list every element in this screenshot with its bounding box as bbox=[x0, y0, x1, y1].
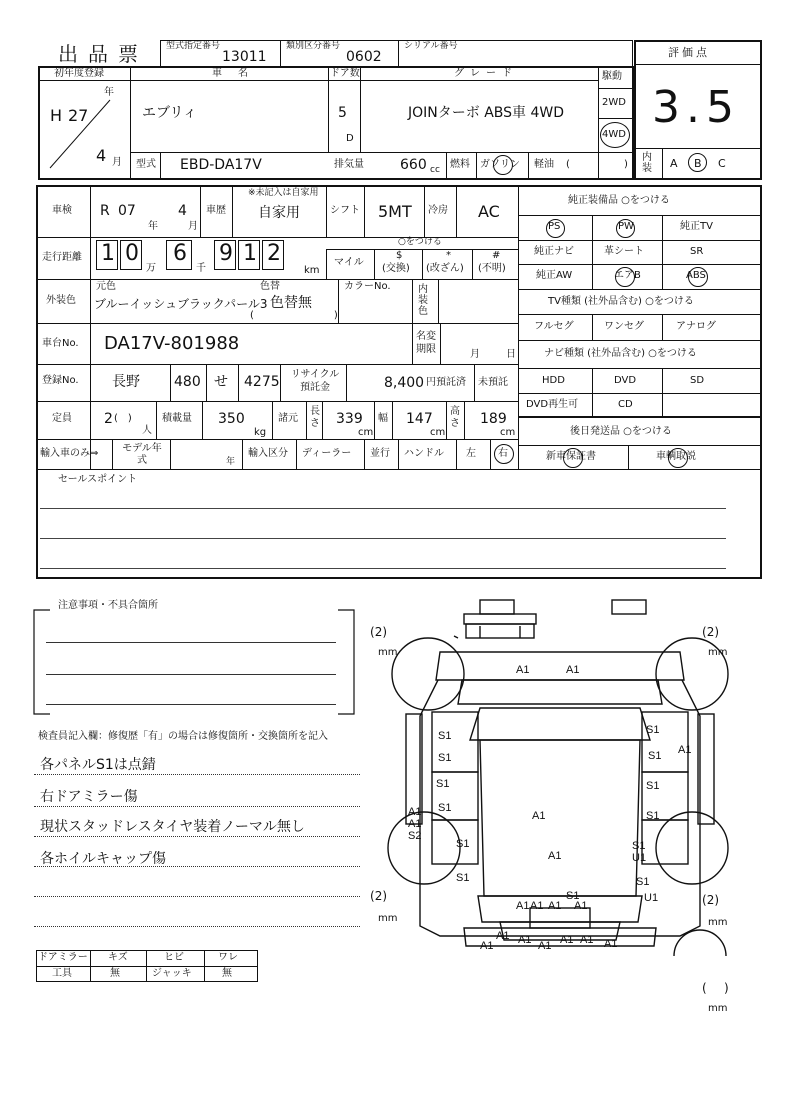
height-unit: cm bbox=[500, 427, 516, 438]
damage-mark: A1 bbox=[408, 806, 422, 818]
import-class-label: 輸入区分 bbox=[248, 448, 288, 459]
registration-area: 長野 bbox=[112, 374, 140, 390]
tread-rl-unit: mm bbox=[378, 913, 398, 924]
fuel-other-close: ) bbox=[624, 159, 628, 170]
chassis-number: DA17V-801988 bbox=[104, 333, 240, 354]
first-reg-year: 27 bbox=[68, 106, 89, 125]
capacity-paren: ( ) bbox=[114, 413, 132, 424]
equip-aw[interactable]: 純正AW bbox=[536, 270, 573, 281]
mini-jack-value: 無 bbox=[222, 968, 232, 979]
damage-mark: A1 bbox=[566, 664, 580, 676]
damage-mark: A1 bbox=[560, 934, 574, 946]
displacement-label: 排気量 bbox=[334, 159, 364, 170]
parallel-option[interactable]: 並行 bbox=[370, 448, 390, 459]
mini-tools-value: 無 bbox=[110, 968, 120, 979]
history-label: 車歴 bbox=[206, 205, 226, 216]
repaint-value: 色替無 bbox=[270, 295, 312, 311]
type-number: 13011 bbox=[222, 49, 267, 65]
tread-fr-unit: mm bbox=[708, 647, 728, 658]
damage-mark: S1 bbox=[636, 876, 650, 888]
mini-tools-label: 工具 bbox=[52, 968, 72, 979]
tv-analog[interactable]: アナログ bbox=[676, 321, 716, 332]
repaint-paren: ( ) bbox=[250, 310, 338, 321]
navi-dvd-playback[interactable]: DVD再生可 bbox=[526, 399, 579, 410]
equip-ps[interactable]: PS bbox=[548, 221, 561, 232]
name-change-day: 日 bbox=[506, 349, 516, 360]
damage-mark: A1 bbox=[480, 940, 494, 952]
navi-cd[interactable]: CD bbox=[618, 399, 633, 410]
mileage-digit-6: 2 bbox=[267, 241, 281, 266]
tread-rr-unit: mm bbox=[708, 917, 728, 928]
equip-abs[interactable]: ABS bbox=[686, 270, 706, 281]
damage-mark: A1 bbox=[548, 900, 562, 912]
capacity-unit: 人 bbox=[142, 425, 152, 436]
handle-right[interactable]: 右 bbox=[498, 448, 508, 459]
displacement-value: 660 bbox=[400, 157, 427, 173]
mileage-label: 走行距離 bbox=[42, 252, 82, 263]
interior-a: A bbox=[670, 157, 678, 170]
tread-spare: ( bbox=[702, 981, 707, 995]
exterior-label: 外装色 bbox=[46, 295, 76, 306]
mileage-digit-3: 6 bbox=[173, 241, 187, 266]
mileage-km-unit: km bbox=[304, 265, 320, 276]
width-label: 幅 bbox=[378, 413, 388, 424]
name-change-month: 月 bbox=[470, 349, 480, 360]
tread-rl: (2) bbox=[370, 889, 388, 903]
tamper-symbol: * bbox=[446, 250, 451, 261]
damage-mark: A1 bbox=[604, 938, 618, 950]
length-value: 339 bbox=[336, 411, 363, 427]
damage-mark: U1 bbox=[644, 892, 659, 904]
original-color: ブルーイッシュブラックパール3 bbox=[94, 297, 268, 311]
inspection-year: 07 bbox=[118, 203, 136, 219]
damage-mark: U1 bbox=[632, 852, 647, 864]
doors-suffix: D bbox=[346, 133, 354, 144]
registration-label: 登録No. bbox=[42, 375, 79, 386]
equip-pw-circle bbox=[616, 219, 635, 238]
specs-label: 諸元 bbox=[278, 413, 298, 424]
model-year-label: モデル年式 bbox=[122, 443, 162, 466]
recycle-label: リサイクル預託金 bbox=[290, 369, 340, 393]
note-line-1: 各パネルS1は点錆 bbox=[40, 757, 156, 773]
score-label: 評価点 bbox=[668, 46, 710, 59]
interior-b: B bbox=[694, 157, 702, 170]
fuel-other-open: ( bbox=[566, 159, 570, 170]
car-name-label: 車名 bbox=[212, 68, 264, 79]
handle-left[interactable]: 左 bbox=[466, 448, 476, 459]
sales-point-label: セールスポイント bbox=[58, 474, 138, 485]
navi-sd[interactable]: SD bbox=[690, 375, 705, 386]
length-unit: cm bbox=[358, 427, 374, 438]
damage-mark: S1 bbox=[646, 810, 660, 822]
ac-label: 冷房 bbox=[428, 205, 448, 216]
mini-header-scratch: キズ bbox=[108, 952, 128, 963]
score-value: 3.5 bbox=[652, 82, 740, 133]
height-value: 189 bbox=[480, 411, 507, 427]
tv-oneseg[interactable]: ワンセグ bbox=[604, 321, 644, 332]
original-color-label: 元色 bbox=[96, 281, 116, 292]
recycle-status: 円預託済 bbox=[426, 377, 466, 388]
damage-mark: A1 bbox=[548, 850, 562, 862]
tread-rr: (2) bbox=[702, 893, 720, 907]
inspection-month-unit: 月 bbox=[188, 221, 198, 232]
navi-dvd[interactable]: DVD bbox=[614, 375, 637, 386]
interior-b-circle bbox=[688, 153, 707, 172]
history-note: ※未記入は自家用 bbox=[248, 188, 319, 198]
equipment-title: 純正装備品 ○をつける bbox=[568, 195, 670, 206]
note-line-4: 各ホイルキャップ傷 bbox=[40, 851, 166, 867]
note-line-2: 右ドアミラー傷 bbox=[40, 789, 138, 805]
damage-mark: A1 bbox=[516, 900, 530, 912]
handle-label: ハンドル bbox=[404, 448, 444, 459]
damage-mark: A1 bbox=[518, 934, 532, 946]
tread-fr-value: 2 bbox=[706, 625, 715, 639]
registration-class: 480 bbox=[174, 374, 201, 390]
handle-right-circle bbox=[494, 444, 514, 464]
interior-label: 内装 bbox=[642, 152, 652, 174]
equip-sr[interactable]: SR bbox=[690, 246, 704, 257]
damage-mark: S1 bbox=[646, 780, 660, 792]
tread-fl: (2) bbox=[370, 625, 388, 639]
exchange-symbol: $ bbox=[396, 250, 403, 261]
fuel-light-oil: 軽油 bbox=[534, 159, 554, 170]
model-value: EBD-DA17V bbox=[180, 157, 262, 173]
later-warranty[interactable]: 新車保証書 bbox=[546, 451, 596, 462]
damage-mark: A1 bbox=[678, 744, 692, 756]
damage-mark: A1 bbox=[538, 940, 552, 952]
mile-option[interactable]: マイル bbox=[334, 257, 364, 268]
drive-4wd-circle bbox=[600, 122, 630, 148]
serial-label: シリアル番号 bbox=[404, 41, 458, 51]
drive-label: 駆動 bbox=[602, 71, 622, 82]
model-label: 型式 bbox=[136, 159, 156, 170]
damage-mark: A1 bbox=[408, 818, 422, 830]
first-reg-month: 4 bbox=[96, 146, 107, 165]
history-value: 自家用 bbox=[258, 205, 300, 221]
page-title: 出品票 bbox=[58, 42, 148, 66]
tv-title: TV種類 (社外品含む) ○をつける bbox=[548, 296, 694, 307]
shift-value: 5MT bbox=[378, 202, 412, 221]
category-number: 0602 bbox=[346, 49, 382, 65]
mileage-sen-unit: 千 bbox=[196, 263, 206, 274]
type-number-label: 型式指定番号 bbox=[166, 41, 221, 51]
fuel-label: 燃料 bbox=[450, 159, 470, 170]
doors-label: ドア数 bbox=[330, 68, 360, 79]
equip-tv[interactable]: 純正TV bbox=[680, 221, 713, 232]
equip-navi[interactable]: 純正ナビ bbox=[534, 246, 574, 257]
capacity-value: 2 bbox=[104, 411, 113, 427]
first-reg-label: 初年度登録 bbox=[54, 68, 104, 79]
exchange-option[interactable]: (交換) bbox=[382, 263, 410, 274]
mileage-digit-1: 1 bbox=[101, 241, 115, 266]
unknown-option[interactable]: (不明) bbox=[478, 263, 506, 274]
equip-abs-circle bbox=[688, 267, 708, 287]
damage-mark: A1 bbox=[532, 810, 546, 822]
tread-fr: (2) bbox=[702, 625, 720, 639]
equip-airbag-circle bbox=[615, 267, 635, 287]
damage-mark: S1 bbox=[456, 872, 470, 884]
equip-airbag[interactable]: エアB bbox=[614, 270, 641, 281]
inspection-month: 4 bbox=[178, 203, 187, 219]
interior-c: C bbox=[718, 157, 726, 170]
damage-mark: S1 bbox=[438, 752, 452, 764]
chassis-label: 車台No. bbox=[42, 338, 79, 349]
model-year-unit: 年 bbox=[226, 457, 236, 467]
mini-jack-label: ジャッキ bbox=[152, 968, 192, 979]
damage-mark: S1 bbox=[456, 838, 470, 850]
caution-label: 注意事項・不具合箇所 bbox=[58, 600, 158, 611]
damage-mark: A1 bbox=[580, 934, 594, 946]
mileage-digit-2: 0 bbox=[125, 241, 139, 266]
width-unit: cm bbox=[430, 427, 446, 438]
mileage-man-unit: 万 bbox=[146, 263, 156, 274]
tread-rr-value: 2 bbox=[706, 893, 715, 907]
tread-spare-close: ) bbox=[724, 981, 729, 995]
color-no-label: カラーNo. bbox=[344, 281, 391, 292]
registration-kana: せ bbox=[214, 374, 228, 390]
mini-header-break: ワレ bbox=[218, 952, 238, 963]
length-label: 長さ bbox=[310, 406, 320, 429]
doors-value: 5 bbox=[338, 105, 347, 121]
category-label: 類別区分番号 bbox=[286, 41, 341, 51]
inspection-era: R bbox=[100, 203, 110, 219]
tread-spare-unit: mm bbox=[708, 1003, 728, 1014]
tv-fullseg[interactable]: フルセグ bbox=[534, 321, 574, 332]
import-label: 輸入車のみ⇒ bbox=[40, 448, 99, 459]
note-line-3: 現状スタッドレスタイヤ装着ノーマル無し bbox=[40, 819, 305, 835]
tread-rl-value: 2 bbox=[374, 889, 383, 903]
name-change-label: 名変期限 bbox=[416, 331, 436, 355]
interior-color-label: 内装色 bbox=[418, 284, 428, 317]
drive-2wd: 2WD bbox=[602, 97, 626, 108]
inspector-label: 検査員記入欄：修復歴「有」の場合は修復箇所・交換箇所を記入 bbox=[38, 731, 328, 742]
damage-mark: A1 bbox=[516, 664, 530, 676]
damage-mark: S2 bbox=[408, 830, 422, 842]
displacement-unit: cc bbox=[430, 165, 440, 175]
damage-mark: S1 bbox=[632, 840, 646, 852]
fuel-gasoline-circle bbox=[493, 155, 513, 175]
damage-mark: S1 bbox=[646, 724, 660, 736]
inspection-year-unit: 年 bbox=[148, 221, 158, 232]
dealer-option[interactable]: ディーラー bbox=[302, 448, 352, 459]
mini-header-mirror: ドアミラー bbox=[38, 952, 88, 963]
damage-mark: S1 bbox=[436, 778, 450, 790]
tread-fl-value: 2 bbox=[374, 625, 383, 639]
grade-value: JOINターボ ABS車 4WD bbox=[408, 105, 565, 121]
mileage-digit-4: 9 bbox=[219, 241, 233, 266]
caution-bracket bbox=[32, 606, 356, 718]
width-value: 147 bbox=[406, 411, 433, 427]
recycle-unpaid: 未預託 bbox=[478, 377, 508, 388]
later-title: 後日発送品 ○をつける bbox=[570, 426, 672, 437]
equip-ps-circle bbox=[546, 219, 565, 238]
later-manual-circle bbox=[668, 448, 688, 468]
damage-mark: S1 bbox=[438, 730, 452, 742]
first-reg-era: H bbox=[50, 106, 63, 125]
registration-number: 4275 bbox=[244, 374, 280, 390]
damage-mark: A1 bbox=[530, 900, 544, 912]
drive-4wd: 4WD bbox=[602, 129, 626, 140]
tamper-option[interactable]: (改ざん) bbox=[426, 263, 464, 274]
load-value: 350 bbox=[218, 411, 245, 427]
repaint-label: 色替 bbox=[260, 281, 280, 292]
damage-mark: A1 bbox=[496, 930, 510, 942]
load-unit: kg bbox=[254, 427, 267, 438]
navi-title: ナビ種類 (社外品含む) ○をつける bbox=[544, 348, 697, 359]
damage-mark: A1 bbox=[574, 900, 588, 912]
damage-mark: S1 bbox=[566, 890, 580, 902]
later-manual[interactable]: 車輌取説 bbox=[656, 451, 696, 462]
recycle-amount: 8,400 bbox=[384, 375, 425, 391]
tread-fl-unit: mm bbox=[378, 647, 398, 658]
height-label: 高さ bbox=[450, 406, 460, 429]
damage-mark: S1 bbox=[648, 750, 662, 762]
unknown-symbol: # bbox=[492, 250, 501, 261]
mini-header-crack: ヒビ bbox=[164, 952, 184, 963]
later-warranty-circle bbox=[563, 448, 583, 468]
shift-label: シフト bbox=[330, 205, 360, 216]
mileage-digit-5: 1 bbox=[243, 241, 257, 266]
equip-leather[interactable]: 革シート bbox=[604, 246, 644, 257]
ac-value: AC bbox=[478, 202, 500, 221]
equip-pw[interactable]: PW bbox=[618, 221, 634, 232]
capacity-label: 定員 bbox=[52, 413, 72, 424]
damage-mark: S1 bbox=[438, 802, 452, 814]
navi-hdd[interactable]: HDD bbox=[542, 375, 565, 386]
car-name: エブリィ bbox=[142, 105, 197, 121]
load-label: 積載量 bbox=[162, 413, 192, 424]
fuel-gasoline: ガソリン bbox=[480, 159, 520, 170]
mileage-mark-note: ○をつける bbox=[398, 237, 442, 247]
grade-label: グレード bbox=[454, 68, 518, 79]
inspection-label: 車検 bbox=[52, 205, 72, 216]
first-reg-year-unit: 年 bbox=[104, 87, 114, 98]
first-reg-month-unit: 月 bbox=[112, 157, 122, 168]
